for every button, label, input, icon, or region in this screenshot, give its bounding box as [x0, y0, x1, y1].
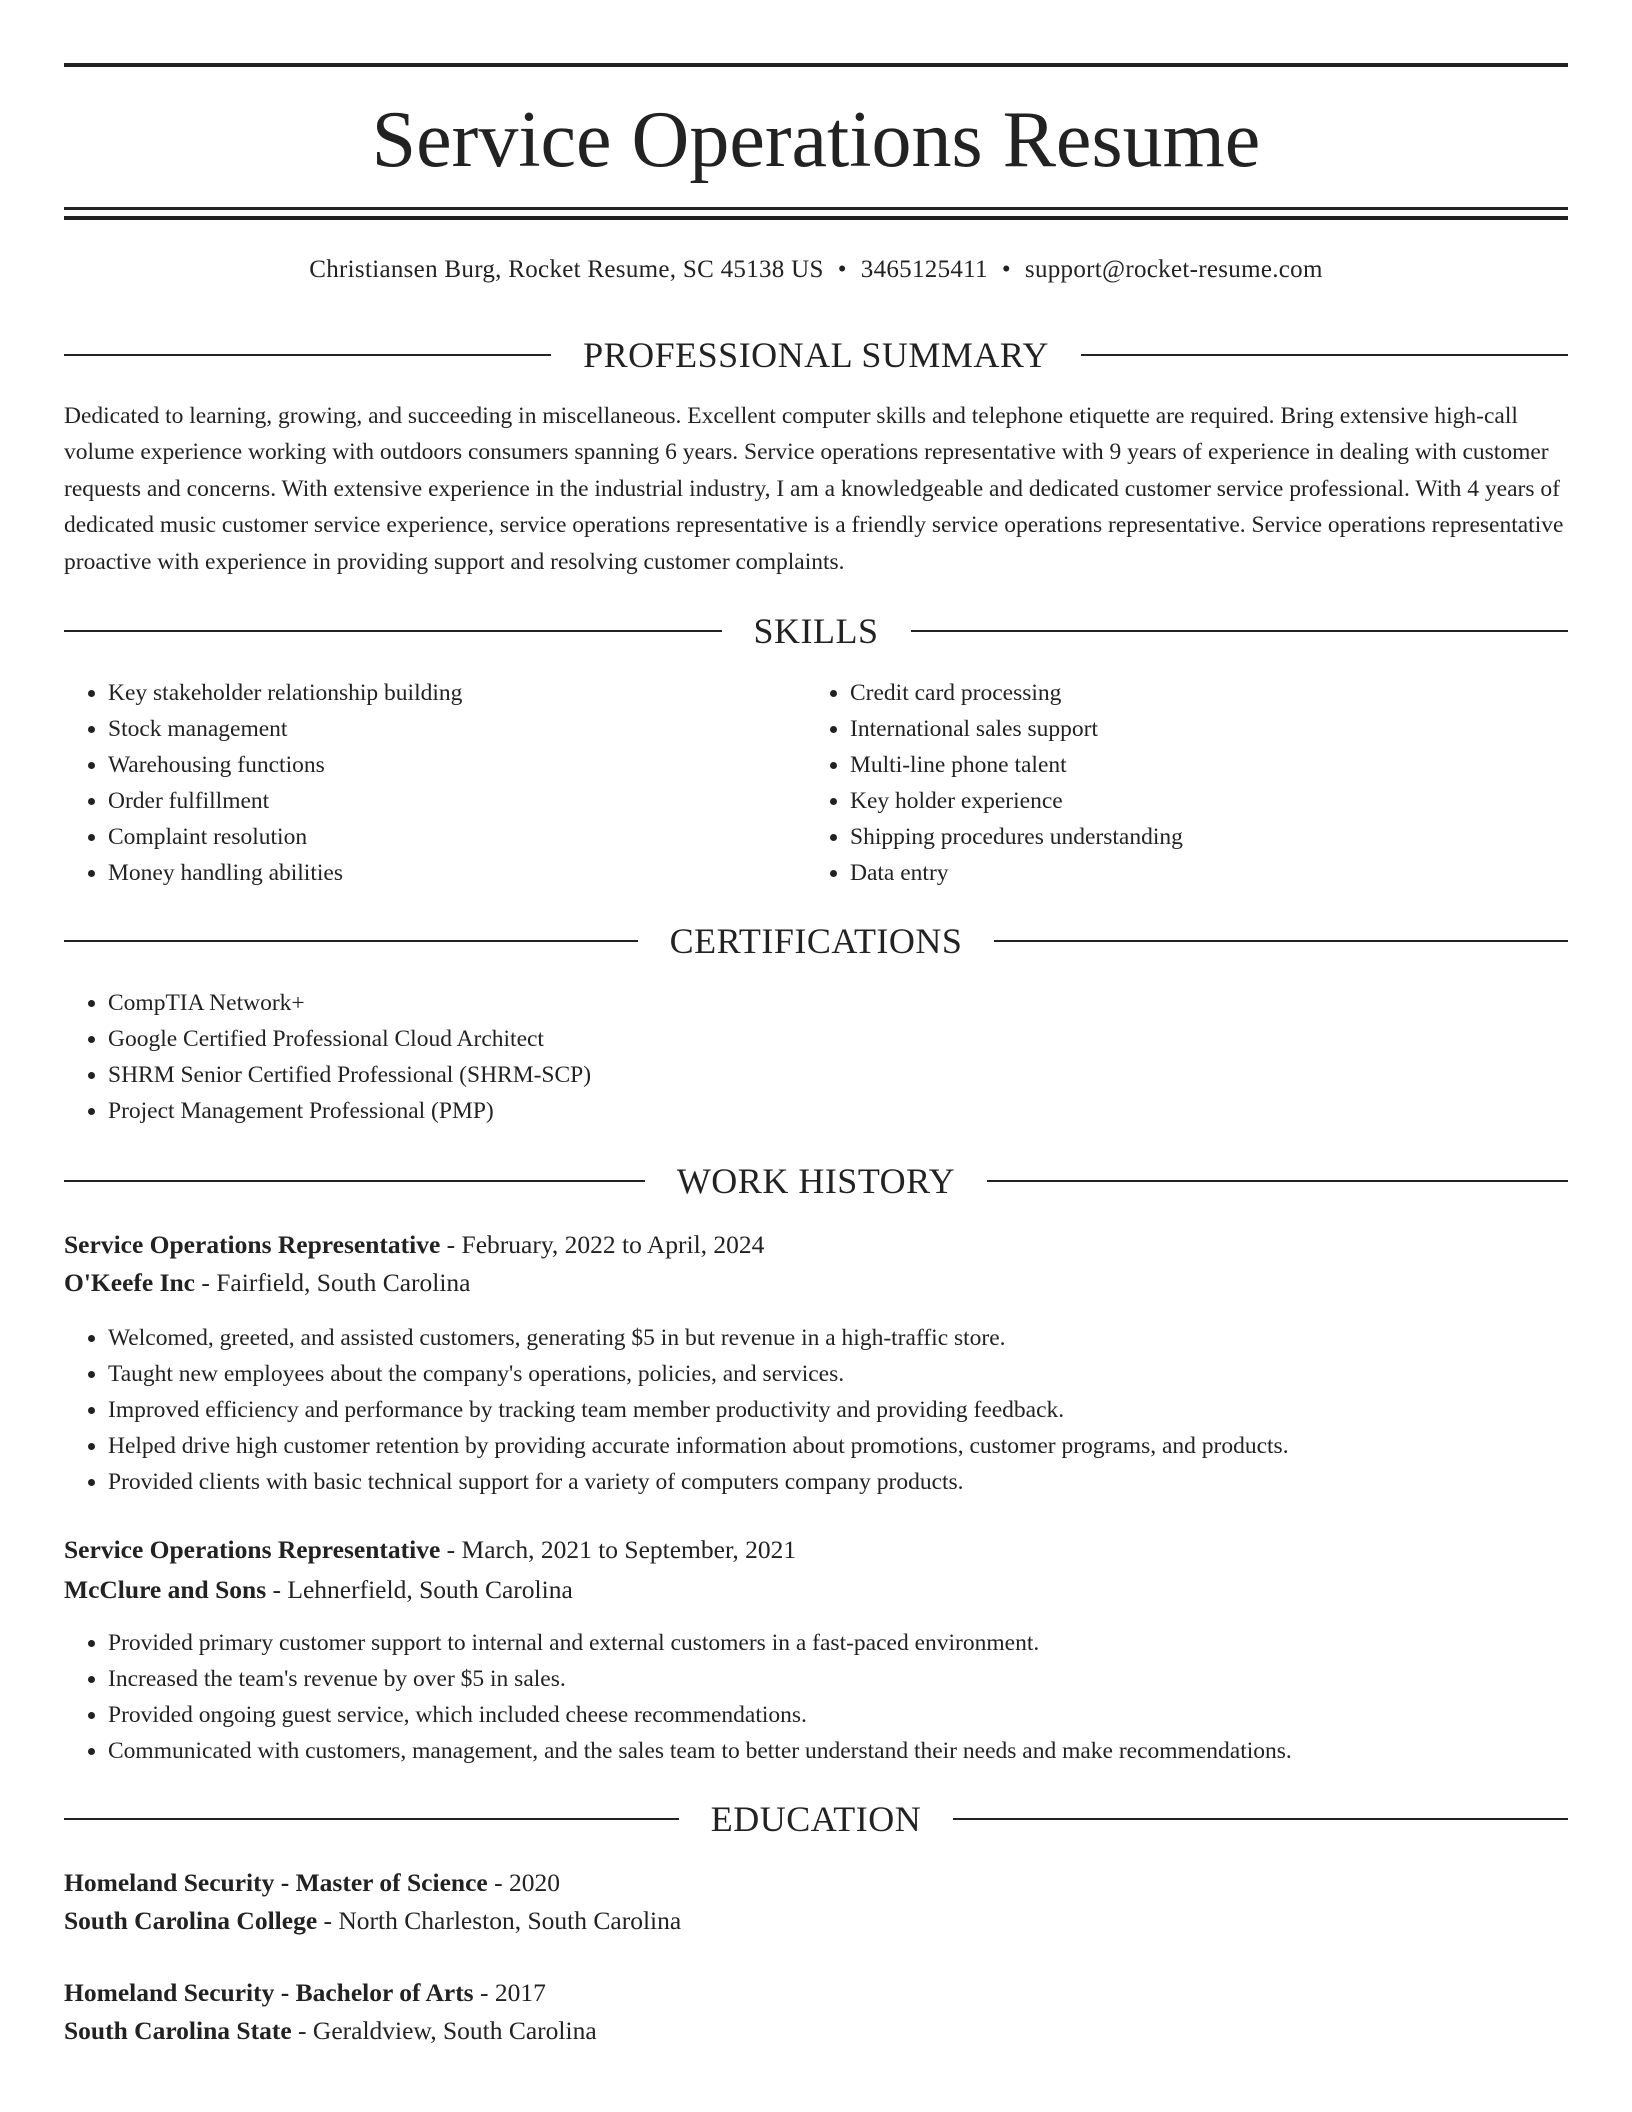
job-bullets [64, 1625, 1568, 1769]
certifications-list [64, 985, 1108, 1129]
certification-item: • CompTIA Network+ [108, 985, 1108, 1021]
section-title: PROFESSIONAL SUMMARY [583, 335, 1049, 375]
title-double-rule [64, 207, 1568, 220]
job-dates: - March, 2021 to September, 2021 [440, 1535, 797, 1564]
certification-item: • Project Management Professional (PMP) [108, 1093, 1108, 1129]
section-heading-certifications [64, 919, 1568, 963]
skill-item: • Multi-line phone talent [850, 747, 1550, 783]
job-bullet: • Helped drive high customer retention by providing accurate information about promotions, customer programs, and products. [108, 1428, 1568, 1464]
skill-item: • Money handling abilities [108, 855, 788, 891]
section-title: SKILLS [753, 611, 879, 651]
job-location: - Fairfield, South Carolina [195, 1268, 471, 1297]
skill-item: • Order fulfillment [108, 783, 788, 819]
job-title-line [64, 1227, 1568, 1263]
job-company-line [64, 1572, 1568, 1608]
divider [953, 1818, 1568, 1820]
skill-item: • Warehousing functions [108, 747, 788, 783]
divider [1081, 354, 1568, 356]
skills-list-left [64, 675, 788, 891]
education-school: South Carolina College [64, 1906, 318, 1935]
skill-item: • Shipping procedures understanding [850, 819, 1550, 855]
section-heading-work-history [64, 1159, 1568, 1203]
contact-separator: • [1001, 256, 1011, 283]
job-company: McClure and Sons [64, 1575, 267, 1604]
job-title: Service Operations Representative [64, 1230, 441, 1259]
resume-title: Service Operations Resume [371, 96, 1261, 184]
divider [64, 940, 638, 942]
top-rule [64, 63, 1568, 67]
job-title: Service Operations Representative [64, 1535, 441, 1564]
divider [911, 630, 1569, 632]
skill-item: • Credit card processing [850, 675, 1550, 711]
education-degree-line [64, 1975, 1568, 2011]
section-heading-education [64, 1797, 1568, 1841]
education-location: - North Charleston, South Carolina [317, 1906, 682, 1935]
education-school-line [64, 2013, 1568, 2049]
education-location: - Geraldview, South Carolina [291, 2016, 597, 2045]
education-year: - 2017 [473, 1978, 546, 2007]
divider [64, 354, 551, 356]
contact-email: support@rocket-resume.com [1024, 256, 1323, 283]
job-bullet: • Welcomed, greeted, and assisted customers, generating $5 in but revenue in a high-traffic store. [108, 1320, 1568, 1356]
certification-item: • Google Certified Professional Cloud Architect [108, 1021, 1108, 1057]
job-location: - Lehnerfield, South Carolina [266, 1575, 573, 1604]
education-degree: Homeland Security - Master of Science [64, 1868, 488, 1897]
education-year: - 2020 [487, 1868, 560, 1897]
skill-item: • Key stakeholder relationship building [108, 675, 788, 711]
job-bullet: • Provided ongoing guest service, which included cheese recommendations. [108, 1697, 1568, 1733]
skill-item: • International sales support [850, 711, 1550, 747]
job-title-line [64, 1532, 1568, 1568]
contact-separator: • [837, 256, 847, 283]
contact-address: Christiansen Burg, Rocket Resume, SC 45138 US [309, 256, 824, 283]
job-company: O'Keefe Inc [64, 1268, 195, 1297]
divider [987, 1180, 1568, 1182]
job-bullet: • Provided clients with basic technical support for a variety of computers company products. [108, 1464, 1568, 1500]
job-bullet: • Provided primary customer support to internal and external customers in a fast-paced environment. [108, 1625, 1568, 1661]
divider [64, 1180, 645, 1182]
job-bullet: • Increased the team's revenue by over $5 in sales. [108, 1661, 1568, 1697]
section-title: CERTIFICATIONS [669, 921, 963, 961]
skills-list-right [806, 675, 1550, 891]
education-school-line [64, 1903, 1568, 1939]
job-dates: - February, 2022 to April, 2024 [440, 1230, 765, 1259]
skill-item: • Key holder experience [850, 783, 1550, 819]
section-title: EDUCATION [710, 1799, 922, 1839]
education-degree-line [64, 1865, 1568, 1901]
summary-text: Dedicated to learning, growing, and succeeding in miscellaneous. Excellent computer skills and telephone etiquette are required. Bring extensive high-call volume experience working with outdoors consumers spanning 6 years. Service operations representative with 9 years of experience in dealing with customer requests and concerns. With extensive experience in the industrial industry, I am a knowledgeable and dedicated customer service professional. With 4 years of dedicated music customer service experience, service operations representative is a friendly service operations representative. Service operations representative proactive with experience in providing support and resolving customer complaints. [64, 403, 1564, 575]
skill-item: • Stock management [108, 711, 788, 747]
divider [994, 940, 1568, 942]
skill-item: • Data entry [850, 855, 1550, 891]
divider [64, 1818, 679, 1820]
job-bullet: • Communicated with customers, management, and the sales team to better understand their needs and make recommendations. [108, 1733, 1568, 1769]
divider [64, 630, 722, 632]
contact-line [64, 253, 1568, 287]
section-heading-summary [64, 333, 1568, 377]
section-heading-skills [64, 609, 1568, 653]
section-title: WORK HISTORY [676, 1161, 956, 1201]
skill-item: • Complaint resolution [108, 819, 788, 855]
certification-item: • SHRM Senior Certified Professional (SHRM-SCP) [108, 1057, 1108, 1093]
job-bullets [64, 1320, 1568, 1500]
education-degree: Homeland Security - Bachelor of Arts [64, 1978, 474, 2007]
job-bullet: • Taught new employees about the company's operations, policies, and services. [108, 1356, 1568, 1392]
contact-phone: 3465125411 [860, 256, 988, 283]
education-school: South Carolina State [64, 2016, 292, 2045]
job-bullet: • Improved efficiency and performance by tracking team member productivity and providing feedback. [108, 1392, 1568, 1428]
job-company-line [64, 1265, 1568, 1301]
